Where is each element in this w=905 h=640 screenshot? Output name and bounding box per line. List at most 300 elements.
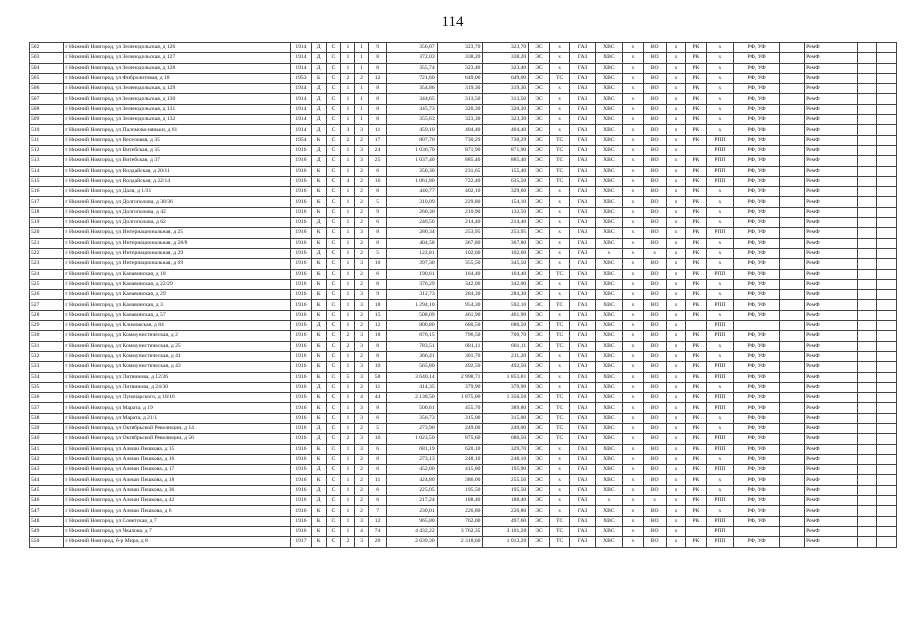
cell-facade: РФ, УФ <box>734 228 780 238</box>
cell-year-built: 1916 <box>291 207 312 217</box>
cell-wall-material: С <box>326 145 341 155</box>
cell-waste: х <box>666 475 685 485</box>
cell-entrances: 1 <box>341 238 355 248</box>
cell-extra-1 <box>857 465 876 475</box>
table-row <box>30 115 897 125</box>
cell-address: г Нижний Новгород, б-р Мира, д 8 <box>64 537 291 547</box>
cell-facade: РФ, УФ <box>734 94 780 104</box>
cell-repair-fund: РемФ <box>805 331 858 341</box>
cell-row-number: 514 <box>30 166 64 176</box>
cell-wall-material: С <box>326 444 341 454</box>
cell-repair-fund: РемФ <box>805 73 858 83</box>
table-row <box>30 434 897 444</box>
cell-extra-2 <box>877 197 897 207</box>
cell-heating: ТС <box>549 537 570 547</box>
cell-blank <box>779 465 804 475</box>
cell-extra-1 <box>857 362 876 372</box>
cell-extra-2 <box>877 125 897 135</box>
cell-year-built: 1914 <box>291 43 312 53</box>
cell-address: г Нижний Новгород, ул Зеленодольская, д 129 <box>64 84 291 94</box>
cell-facade <box>734 321 780 331</box>
cell-address: г Нижний Новгород, ул Канавинская, д 18 <box>64 269 291 279</box>
cell-wall-material: С <box>326 362 341 372</box>
table-row <box>30 526 897 536</box>
cell-living-area: 248,10 <box>437 454 483 464</box>
cell-living-area: 323,30 <box>437 115 483 125</box>
cell-electricity: ЭС <box>529 63 550 73</box>
cell-gas: ГАЗ <box>570 290 595 300</box>
cell-floors: 2 <box>355 238 369 248</box>
cell-cold-water: ХВС <box>595 176 622 186</box>
cell-floors: 3 <box>355 300 369 310</box>
cell-drainage: ВО <box>643 475 666 485</box>
cell-drainage: ВО <box>643 259 666 269</box>
cell-entrances: 1 <box>341 156 355 166</box>
cell-lift: РПП <box>706 228 733 238</box>
cell-drainage: ВО <box>643 94 666 104</box>
cell-facade: РФ, УФ <box>734 537 780 547</box>
cell-electricity: ЭС <box>529 475 550 485</box>
cell-repair-fund: РемФ <box>805 84 858 94</box>
cell-roofing: РК <box>686 125 707 135</box>
cell-lift: РПП <box>706 465 733 475</box>
cell-address: г Нижний Новгород, ул Коммунистическая, д 43 <box>64 362 291 372</box>
table-row <box>30 362 897 372</box>
cell-wall-material: С <box>326 156 341 166</box>
cell-floors: 2 <box>355 135 369 145</box>
cell-drainage: ВО <box>643 63 666 73</box>
cell-heating: х <box>549 351 570 361</box>
cell-category: К <box>311 176 326 186</box>
cell-floors: 3 <box>355 259 369 269</box>
cell-roofing: РК <box>686 393 707 403</box>
cell-wall-material: С <box>326 506 341 516</box>
table-row <box>30 269 897 279</box>
cell-electricity: ЭС <box>529 197 550 207</box>
cell-waste: х <box>666 310 685 320</box>
cell-wall-material: С <box>326 300 341 310</box>
cell-extra-2 <box>877 403 897 413</box>
cell-row-number: 542 <box>30 454 64 464</box>
cell-facade: РФ, УФ <box>734 434 780 444</box>
cell-entrances: 1 <box>341 444 355 454</box>
cell-floors: 2 <box>355 166 369 176</box>
cell-facade: РФ, УФ <box>734 485 780 495</box>
cell-blank <box>779 331 804 341</box>
cell-blank <box>779 197 804 207</box>
cell-heating: х <box>549 444 570 454</box>
cell-roofing: РК <box>686 331 707 341</box>
cell-blank <box>779 228 804 238</box>
cell-cold-water: ХВС <box>595 372 622 382</box>
cell-waste: х <box>666 403 685 413</box>
cell-address: г Нижний Новгород, ул Канавинская, д 3 <box>64 300 291 310</box>
cell-wall-material: С <box>326 537 341 547</box>
cell-wall-material: С <box>326 63 341 73</box>
cell-extra-2 <box>877 207 897 217</box>
cell-apartments: 5 <box>368 197 386 207</box>
cell-lift: х <box>706 43 733 53</box>
cell-year-built: 1916 <box>291 176 312 186</box>
cell-electricity: ЭС <box>529 269 550 279</box>
cell-row-number: 520 <box>30 228 64 238</box>
cell-gas: ГАЗ <box>570 166 595 176</box>
cell-extra-2 <box>877 526 897 536</box>
cell-heating: ТС <box>549 434 570 444</box>
cell-wall-material: С <box>326 125 341 135</box>
table-row <box>30 351 897 361</box>
cell-cold-water: ХВС <box>595 94 622 104</box>
cell-repair-fund: РемФ <box>805 176 858 186</box>
cell-waste: х <box>666 321 685 331</box>
cell-lift: х <box>706 84 733 94</box>
cell-repair-fund: РемФ <box>805 104 858 114</box>
cell-floors: 2 <box>355 73 369 83</box>
cell-living-area: 461,90 <box>437 310 483 320</box>
cell-electricity: ЭС <box>529 259 550 269</box>
cell-heating: ТС <box>549 300 570 310</box>
cell-hot-water: х <box>623 485 644 495</box>
cell-apartments: 8 <box>368 341 386 351</box>
cell-drainage: ВО <box>643 423 666 433</box>
cell-category: Д <box>311 104 326 114</box>
cell-residential-area: 284,30 <box>483 290 529 300</box>
cell-floors: 2 <box>355 321 369 331</box>
cell-row-number: 507 <box>30 94 64 104</box>
cell-total-area: 280,34 <box>387 228 437 238</box>
cell-wall-material: С <box>326 104 341 114</box>
cell-cold-water: ХВС <box>595 321 622 331</box>
cell-heating: ТС <box>549 331 570 341</box>
cell-extra-2 <box>877 516 897 526</box>
cell-wall-material: С <box>326 423 341 433</box>
cell-total-area: 344,65 <box>387 94 437 104</box>
cell-entrances: 1 <box>341 166 355 176</box>
cell-wall-material: С <box>326 526 341 536</box>
cell-cold-water: ХВС <box>595 444 622 454</box>
cell-living-area: 323,40 <box>437 63 483 73</box>
cell-category: Д <box>311 125 326 135</box>
cell-facade: РФ, УФ <box>734 454 780 464</box>
cell-hot-water: х <box>623 269 644 279</box>
cell-waste: х <box>666 156 685 166</box>
cell-heating: х <box>549 362 570 372</box>
cell-facade: РФ, УФ <box>734 423 780 433</box>
cell-year-built: 1916 <box>291 197 312 207</box>
cell-floors: 1 <box>355 63 369 73</box>
table-row <box>30 135 897 145</box>
cell-gas: ГАЗ <box>570 413 595 423</box>
cell-heating: х <box>549 207 570 217</box>
cell-heating: ТС <box>549 341 570 351</box>
cell-lift: х <box>706 506 733 516</box>
cell-waste: х <box>666 115 685 125</box>
cell-apartments: 8 <box>368 279 386 289</box>
cell-total-area: 1 294,10 <box>387 300 437 310</box>
cell-wall-material: С <box>326 259 341 269</box>
cell-living-area: 313,50 <box>437 94 483 104</box>
cell-electricity: ЭС <box>529 485 550 495</box>
cell-extra-1 <box>857 537 876 547</box>
cell-wall-material: С <box>326 228 341 238</box>
cell-blank <box>779 84 804 94</box>
cell-cold-water: ХВС <box>595 125 622 135</box>
cell-category: К <box>311 413 326 423</box>
cell-hot-water: х <box>623 506 644 516</box>
cell-living-area: 620,10 <box>437 444 483 454</box>
cell-total-area: 508,09 <box>387 310 437 320</box>
cell-residential-area: 313,50 <box>483 94 529 104</box>
cell-heating: ТС <box>549 135 570 145</box>
cell-extra-2 <box>877 372 897 382</box>
cell-living-area: 284,30 <box>437 290 483 300</box>
cell-total-area: 2 639,30 <box>387 537 437 547</box>
cell-cold-water: ХВС <box>595 238 622 248</box>
cell-living-area: 253,95 <box>437 228 483 238</box>
cell-cold-water: ХВС <box>595 310 622 320</box>
cell-blank <box>779 300 804 310</box>
cell-roofing: РК <box>686 454 707 464</box>
cell-extra-2 <box>877 434 897 444</box>
cell-category: Д <box>311 465 326 475</box>
cell-roofing: РК <box>686 485 707 495</box>
cell-floors: 2 <box>355 351 369 361</box>
cell-living-area: 249,00 <box>437 423 483 433</box>
cell-entrances: 1 <box>341 321 355 331</box>
cell-extra-2 <box>877 166 897 176</box>
cell-waste: х <box>666 537 685 547</box>
cell-category: К <box>311 516 326 526</box>
cell-year-built: 1916 <box>291 423 312 433</box>
cell-living-area: 885,40 <box>437 156 483 166</box>
cell-extra-2 <box>877 321 897 331</box>
cell-drainage: ВО <box>643 218 666 228</box>
cell-residential-area: 188,40 <box>483 496 529 506</box>
cell-hot-water: х <box>623 372 644 382</box>
cell-cold-water: ХВС <box>595 207 622 217</box>
cell-extra-1 <box>857 341 876 351</box>
cell-roofing: РК <box>686 73 707 83</box>
cell-heating: х <box>549 228 570 238</box>
cell-blank <box>779 238 804 248</box>
cell-residential-area: 461,90 <box>483 310 529 320</box>
cell-address: г Нижний Новгород, ул Даля, д 1/31 <box>64 187 291 197</box>
cell-heating: ТС <box>549 393 570 403</box>
cell-apartments: 8 <box>368 84 386 94</box>
table-row <box>30 310 897 320</box>
cell-entrances: 1 <box>341 413 355 423</box>
cell-residential-area: 329,70 <box>483 444 529 454</box>
cell-roofing: РК <box>686 228 707 238</box>
cell-electricity: ЭС <box>529 166 550 176</box>
cell-living-area: 367,80 <box>437 238 483 248</box>
cell-gas: ГАЗ <box>570 393 595 403</box>
cell-extra-1 <box>857 248 876 258</box>
cell-residential-area: 154,10 <box>483 197 529 207</box>
cell-category: К <box>311 372 326 382</box>
cell-wall-material: С <box>326 413 341 423</box>
cell-heating: х <box>549 53 570 63</box>
cell-facade: РФ, УФ <box>734 197 780 207</box>
cell-residential-area: 700,70 <box>483 331 529 341</box>
table-row <box>30 496 897 506</box>
cell-hot-water: х <box>623 218 644 228</box>
cell-blank <box>779 176 804 186</box>
cell-drainage: ВО <box>643 362 666 372</box>
cell-living-area: 214,40 <box>437 218 483 228</box>
cell-entrances: 1 <box>341 228 355 238</box>
table-row <box>30 341 897 351</box>
table-row <box>30 537 897 547</box>
cell-facade: РФ, УФ <box>734 84 780 94</box>
cell-roofing: РК <box>686 94 707 104</box>
cell-blank <box>779 444 804 454</box>
cell-apartments: 10 <box>368 259 386 269</box>
cell-waste: х <box>666 454 685 464</box>
cell-electricity: ЭС <box>529 496 550 506</box>
cell-apartments: 15 <box>368 310 386 320</box>
cell-lift: РПП <box>706 393 733 403</box>
cell-lift: РПП <box>706 300 733 310</box>
cell-wall-material: С <box>326 290 341 300</box>
table-row <box>30 228 897 238</box>
cell-entrances: 1 <box>341 53 355 63</box>
cell-total-area: 312,73 <box>387 290 437 300</box>
cell-category: К <box>311 259 326 269</box>
cell-hot-water: х <box>623 259 644 269</box>
cell-repair-fund: РемФ <box>805 465 858 475</box>
cell-gas: ГАЗ <box>570 187 595 197</box>
cell-category: К <box>311 341 326 351</box>
cell-lift: х <box>706 94 733 104</box>
cell-blank <box>779 94 804 104</box>
cell-wall-material: С <box>326 248 341 258</box>
cell-address: г Нижний Новгород, ул Коммунистическая, д 2 <box>64 331 291 341</box>
cell-residential-area: 248,10 <box>483 454 529 464</box>
cell-entrances: 3 <box>341 125 355 135</box>
cell-entrances: 1 <box>341 465 355 475</box>
table-row <box>30 465 897 475</box>
cell-lift: х <box>706 125 733 135</box>
cell-living-area: 871,90 <box>437 145 483 155</box>
cell-electricity: ЭС <box>529 228 550 238</box>
cell-entrances: 1 <box>341 475 355 485</box>
cell-apartments: 11 <box>368 475 386 485</box>
cell-extra-1 <box>857 403 876 413</box>
cell-drainage: ВО <box>643 228 666 238</box>
cell-waste: х <box>666 53 685 63</box>
cell-category: К <box>311 403 326 413</box>
cell-total-area: 273,13 <box>387 454 437 464</box>
cell-category: К <box>311 362 326 372</box>
cell-extra-2 <box>877 444 897 454</box>
table-row <box>30 423 897 433</box>
cell-living-area: 315,00 <box>437 413 483 423</box>
cell-waste: х <box>666 372 685 382</box>
cell-total-area: 225,05 <box>387 485 437 495</box>
cell-waste: х <box>666 351 685 361</box>
cell-entrances: 1 <box>341 423 355 433</box>
cell-category: К <box>311 300 326 310</box>
cell-hot-water: х <box>623 53 644 63</box>
cell-residential-area: 249,00 <box>483 423 529 433</box>
cell-cold-water: ХВС <box>595 104 622 114</box>
cell-gas: ГАЗ <box>570 125 595 135</box>
cell-electricity: ЭС <box>529 187 550 197</box>
cell-floors: 2 <box>355 506 369 516</box>
cell-blank <box>779 145 804 155</box>
cell-total-area: 807,70 <box>387 135 437 145</box>
cell-wall-material: С <box>326 53 341 63</box>
cell-gas: ГАЗ <box>570 423 595 433</box>
cell-waste: х <box>666 187 685 197</box>
cell-wall-material: С <box>326 207 341 217</box>
cell-roofing <box>686 145 707 155</box>
table-row <box>30 248 897 258</box>
cell-waste: х <box>666 300 685 310</box>
cell-wall-material: С <box>326 341 341 351</box>
cell-electricity: ЭС <box>529 300 550 310</box>
cell-residential-area: 323,40 <box>483 63 529 73</box>
cell-extra-1 <box>857 166 876 176</box>
table-row <box>30 300 897 310</box>
cell-waste: х <box>666 465 685 475</box>
cell-waste: х <box>666 393 685 403</box>
cell-category: Д <box>311 248 326 258</box>
cell-category: Д <box>311 218 326 228</box>
cell-hot-water: х <box>623 207 644 217</box>
cell-facade: РФ, УФ <box>734 259 780 269</box>
cell-facade: РФ, УФ <box>734 218 780 228</box>
cell-year-built: 1916 <box>291 434 312 444</box>
cell-electricity: ЭС <box>529 104 550 114</box>
cell-lift: РПП <box>706 444 733 454</box>
cell-extra-1 <box>857 269 876 279</box>
cell-entrances: 1 <box>341 403 355 413</box>
cell-residential-area: 492,50 <box>483 362 529 372</box>
cell-repair-fund: РемФ <box>805 434 858 444</box>
cell-hot-water: х <box>623 341 644 351</box>
cell-lift: х <box>706 413 733 423</box>
cell-total-area: 366,41 <box>387 351 437 361</box>
cell-extra-2 <box>877 63 897 73</box>
cell-year-built: 1916 <box>291 413 312 423</box>
cell-category: К <box>311 526 326 536</box>
cell-heating: ТС <box>549 321 570 331</box>
cell-extra-1 <box>857 84 876 94</box>
cell-lift: х <box>706 238 733 248</box>
cell-apartments: 8 <box>368 351 386 361</box>
cell-drainage: х <box>643 248 666 258</box>
cell-floors: 2 <box>355 197 369 207</box>
cell-entrances: 1 <box>341 218 355 228</box>
cell-wall-material: С <box>326 115 341 125</box>
cell-hot-water: х <box>623 516 644 526</box>
cell-year-built: 1914 <box>291 84 312 94</box>
cell-cold-water: ХВС <box>595 73 622 83</box>
table-row <box>30 207 897 217</box>
cell-apartments: 12 <box>368 516 386 526</box>
cell-electricity: ЭС <box>529 125 550 135</box>
cell-heating: х <box>549 248 570 258</box>
cell-year-built: 1914 <box>291 63 312 73</box>
cell-apartments: 74 <box>368 526 386 536</box>
cell-extra-1 <box>857 94 876 104</box>
cell-address: г Нижний Новгород, ул Октябрьской Революции, д 14 <box>64 423 291 433</box>
cell-entrances: 1 <box>341 279 355 289</box>
cell-cold-water: ХВС <box>595 166 622 176</box>
cell-extra-2 <box>877 454 897 464</box>
